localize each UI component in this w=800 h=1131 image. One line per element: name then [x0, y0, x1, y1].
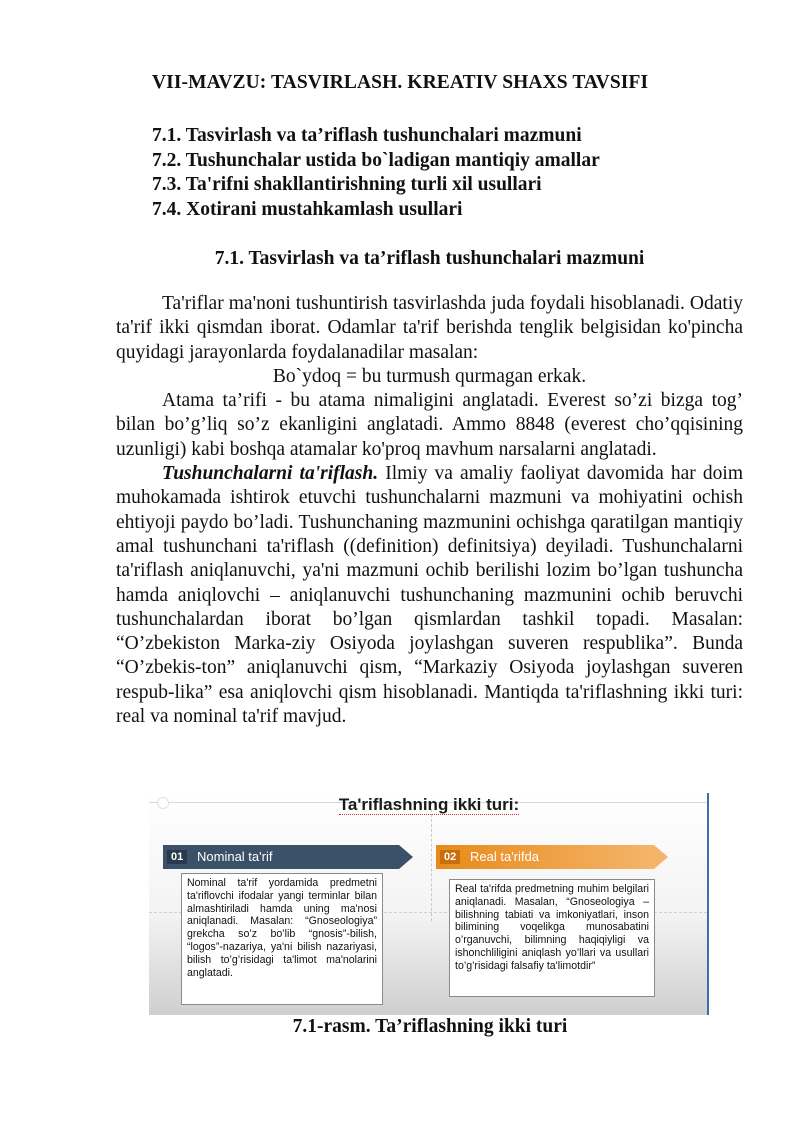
- nominal-definition-box: Nominal ta'rif yordamida predmetni ta'riflovchi ifodalar yangi terminlar bilan almashtiriladi hamda uning ma'nosi aniqlanadi. Masalan: “Gnoseologiya” grekcha so’z bo’lib “gnosis”-bilish, “logos”-nazariya, ya'ni bilish nazariyasi, bilish to’g’risidagi ta'limot ma'nolarini anglatadi.: [181, 873, 383, 1005]
- table-of-contents: [152, 124, 743, 222]
- real-definition-box: Real ta'rifda predmetning muhim belgilari aniqlanadi. Masalan, “Gnoseologiya – bilishning tabiati va imkoniyatlari, inson bilimining voqelikga munosabatini o’rganuvchi, bilimning haqiqiyligi va ishonchliligini aniqlash yo’llari va usullari to’g’risidagi falsafiy ta'limotdir”: [449, 879, 655, 997]
- toc-item: 7.4. Xotirani mustahkamlash usullari: [152, 198, 463, 220]
- nominal-banner: [163, 845, 399, 869]
- figure-caption: 7.1-rasm. Ta’riflashning ikki turi: [292, 1016, 568, 1037]
- divider: [431, 809, 432, 921]
- paragraph-text: Ilmiy va amaliy faoliyat davomida har doim muhokamada ishtirok etuvchi tushunchalarni mazmuni va mohiyatini ochish ehtiyoji paydo bo’ladi. Tushunchaning mazmunini ochishga qaratilgan mantiqiy amal tushunchani ta'riflash ((definition) definitsiya) deyiladi. Tushunchalarni ta'riflash aniqlanuvchi, ya'ni mazmuni ochib berilishi lozim bo’lgan tushuncha hamda aniqlovchi – aniqlanuvchi tushunchaning mazmunini ochib beruvchi tushunchalardan iborat bo’lgan qismlardan tashkil topadi. Masalan: “O’zbekiston Marka-ziy Osiyoda joylashgan suveren respublika”. Bunda “O’zbekis-ton” aniqlanuvchi qism, “Markaziy Osiyoda joylashgan suveren respub-lika” esa aniqlovchi qism hisoblanadi. Mantiqda ta'riflashning ikki turi: real va nominal ta'rif mavjud.: [116, 463, 743, 728]
- paragraph: [116, 462, 743, 729]
- banner-label: Nominal ta'rif: [197, 849, 273, 864]
- banner-label: Real ta'rifda: [470, 849, 539, 864]
- chapter-title: VII-MAVZU: TASVIRLASH. KREATIV SHAXS TAVSIFI: [152, 72, 649, 93]
- figure-two-definition-types: [149, 793, 709, 1015]
- figure-title: Ta'riflashning ikki turi:: [338, 795, 520, 814]
- page-content: [116, 72, 743, 729]
- number-badge: 01: [167, 850, 187, 864]
- toc-item: 7.3. Ta'rifni shakllantirishning turli xil usullari: [152, 174, 542, 195]
- toc-item: 7.2. Tushunchalar ustida bo`ladigan mantiqiy amallar: [152, 149, 600, 171]
- number-badge: 02: [440, 850, 460, 864]
- paragraph: Atama ta’rifi - bu atama nimaligini anglatadi. Everest so’zi bizga tog’ bilan bo’g’liq so’z ekanligini anglatadi. Ammo 8848 (everest cho’qqisining uzunligi) kabi boshqa atamalar ko'proq mavhum narsalarni anglatadi.: [116, 390, 743, 460]
- real-banner: [436, 845, 654, 869]
- body-text: [116, 292, 743, 729]
- defined-term: Tushunchalarni ta'riflash.: [162, 463, 379, 485]
- paragraph: Ta'riflar ma'noni tushuntirish tasvirlashda juda foydali hisoblanadi. Odatiy ta'rif ikki qismdan iborat. Odamlar ta'rif berishda tenglik belgisidan ko'pincha quyidagi jarayonlarda foydalanadilar masalan:: [116, 293, 743, 363]
- divider: [707, 793, 709, 1015]
- section-title: 7.1. Tasvirlash va ta’riflash tushunchalari mazmuni: [214, 248, 645, 269]
- toc-item: 7.1. Tasvirlash va ta’riflash tushunchalari mazmuni: [152, 125, 582, 146]
- example-line: Bo`ydoq = bu turmush qurmagan erkak.: [272, 365, 587, 387]
